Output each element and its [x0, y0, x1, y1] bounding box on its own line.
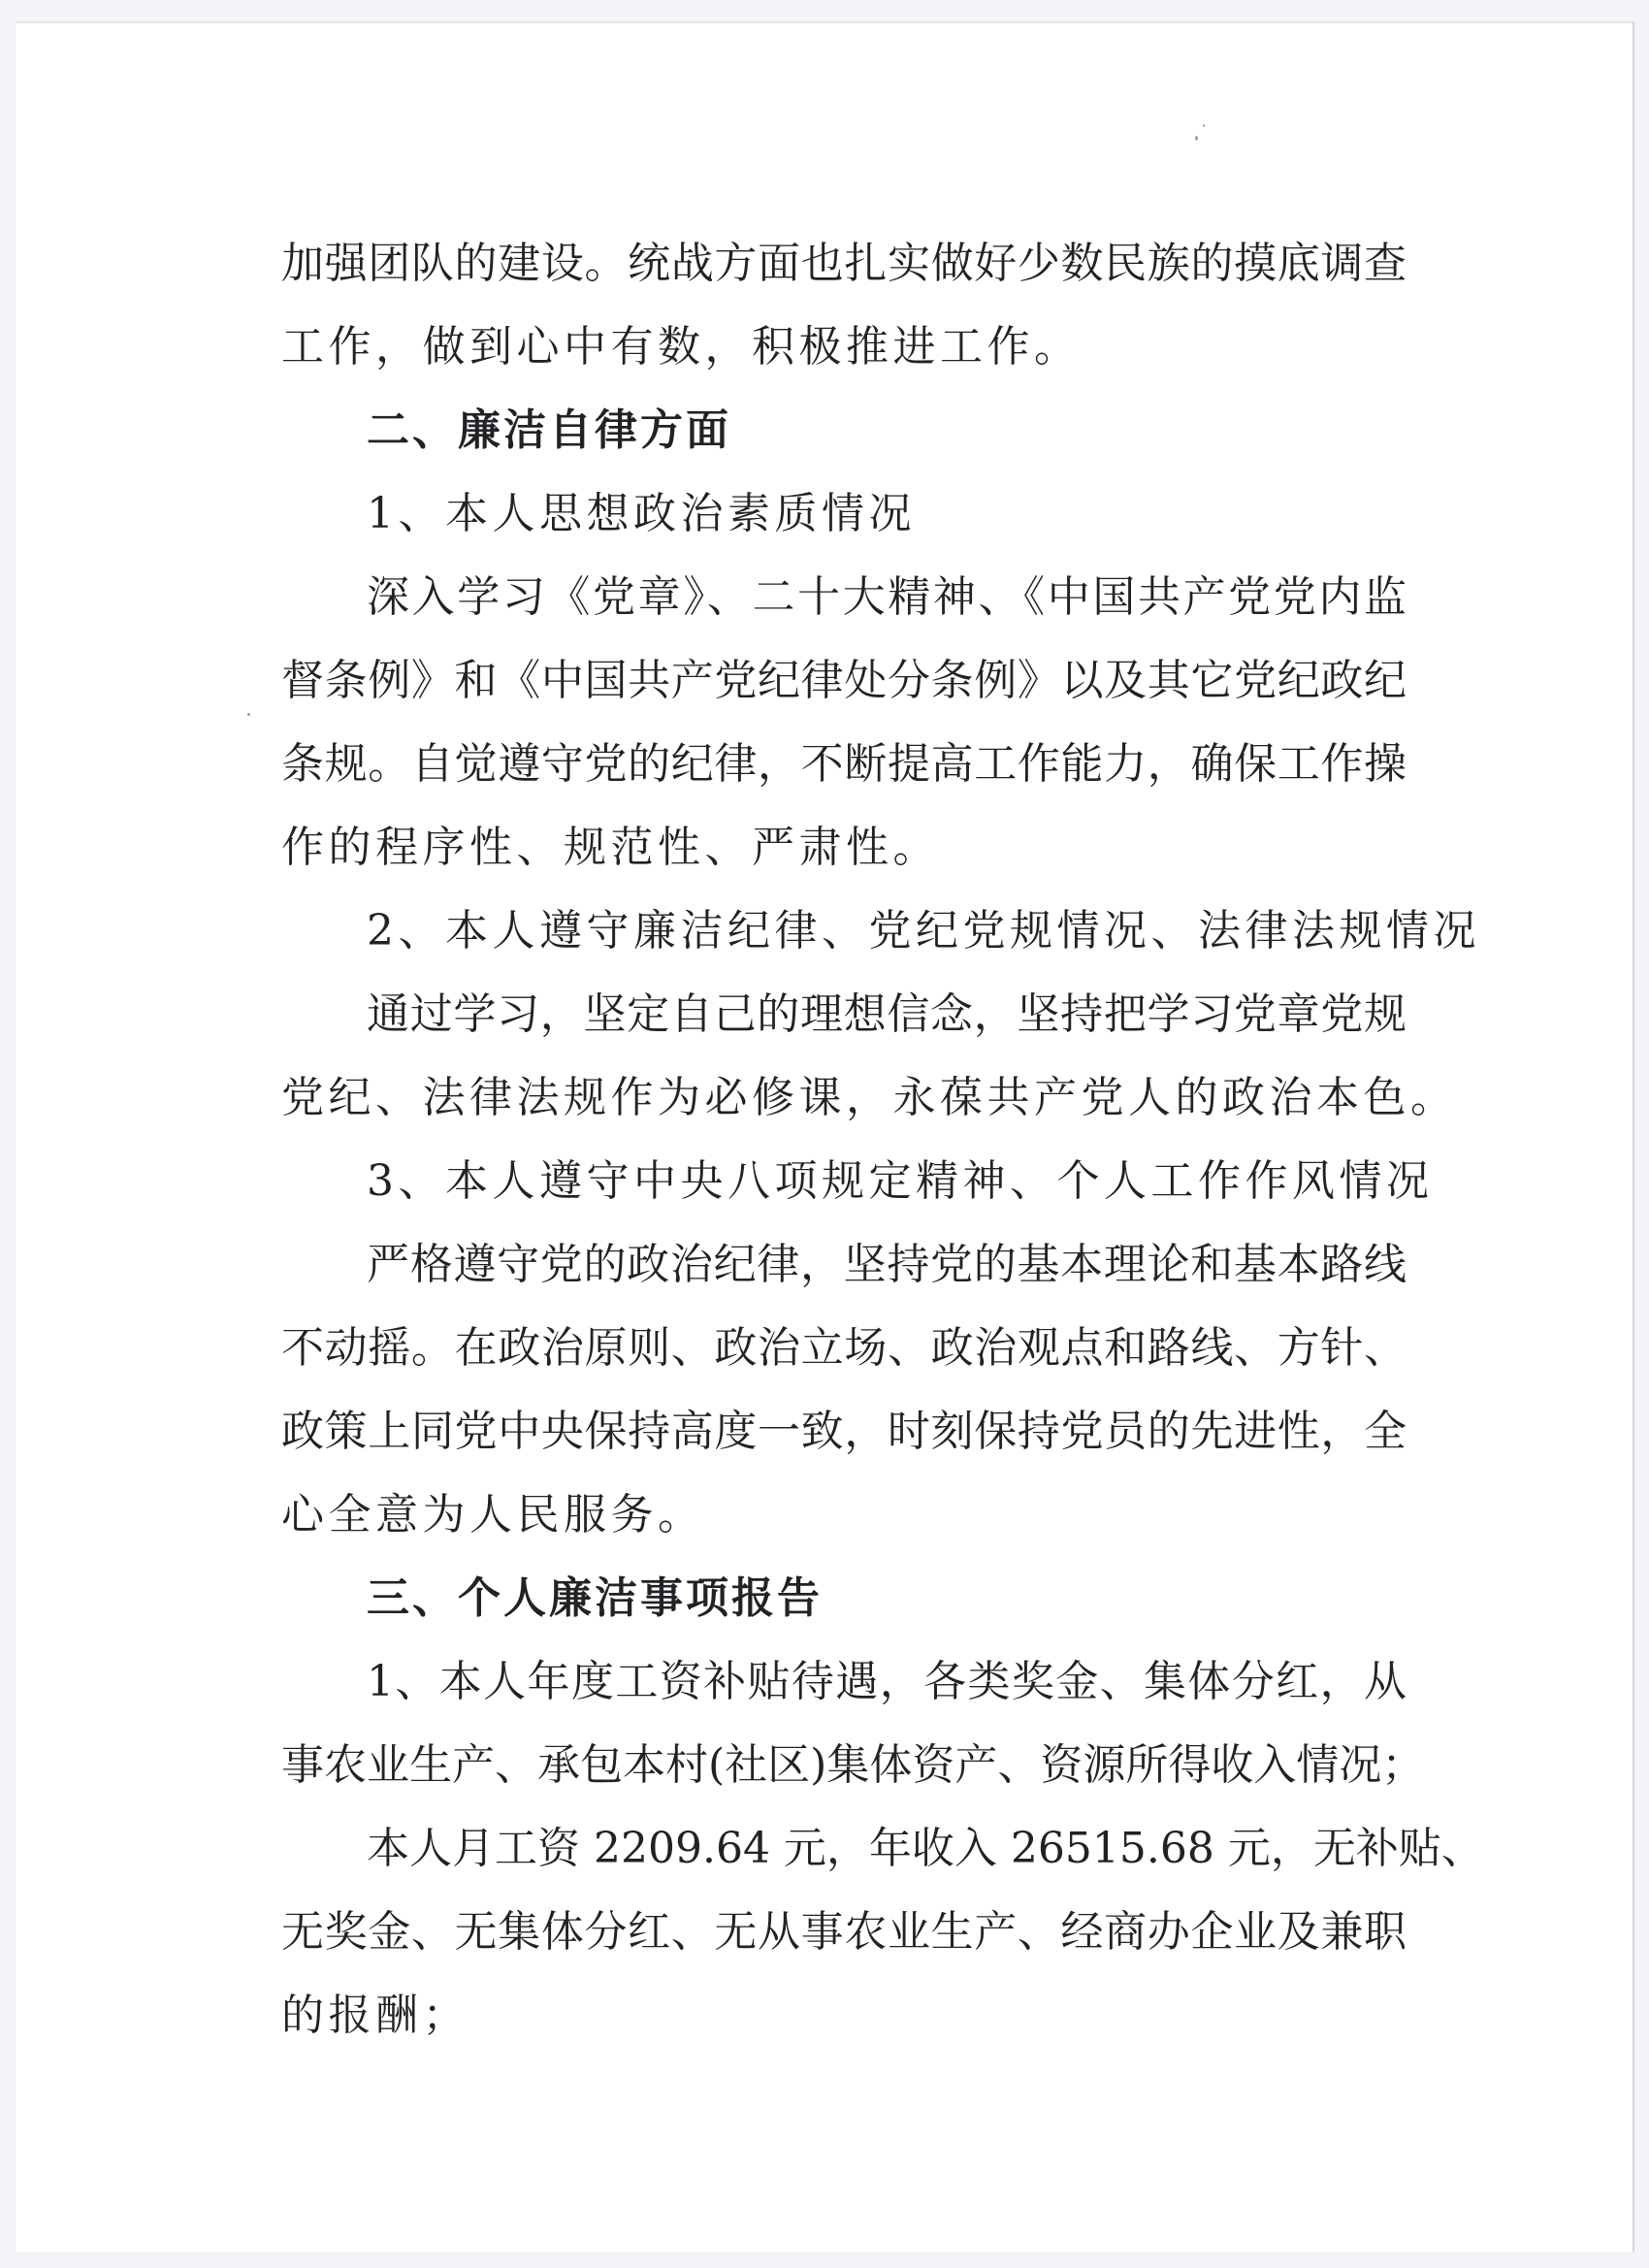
section-heading: 三、个人廉洁事项报告 — [367, 1573, 823, 1623]
paragraph-line: 1、本人年度工资补贴待遇，各类奖金、集体分红，从 — [367, 1657, 1406, 1706]
paragraph-line: 条规。自觉遵守党的纪律，不断提高工作能力，确保工作操 — [281, 739, 1406, 789]
paragraph-line: 的报酬； — [281, 1991, 469, 2040]
paragraph-line: 深入学习《党章》、二十大精神、《中国共产党党内监 — [367, 572, 1406, 622]
subsection-heading: 3、本人遵守中央八项规定精神、个人工作作风情况 — [367, 1156, 1434, 1206]
subsection-heading: 1、本人思想政治素质情况 — [367, 489, 916, 538]
paragraph-line: 无奖金、无集体分红、无从事农业生产、经商办企业及兼职 — [281, 1907, 1406, 1957]
paragraph-line: 严格遵守党的政治纪律，坚持党的基本理论和基本路线 — [367, 1240, 1406, 1289]
paragraph-line: 不动摇。在政治原则、政治立场、政治观点和路线、方针、 — [281, 1323, 1406, 1373]
scan-speck — [1195, 136, 1198, 141]
page-edge-right — [1633, 21, 1634, 2252]
scan-speck — [247, 713, 250, 716]
paragraph-line: 作的程序性、规范性、严肃性。 — [281, 823, 940, 872]
page-edge-top — [16, 21, 1633, 23]
paragraph-line: 事农业生产、承包本村(社区)集体资产、资源所得收入情况； — [281, 1740, 1425, 1790]
scan-speck — [1203, 124, 1205, 127]
paragraph-line: 党纪、法律法规作为必修课，永葆共产党人的政治本色。 — [281, 1073, 1458, 1122]
subsection-heading: 2、本人遵守廉洁纪律、党纪党规情况、法律法规情况 — [367, 906, 1480, 956]
paragraph-line: 加强团队的建设。统战方面也扎实做好少数民族的摸底调查 — [281, 239, 1406, 288]
paragraph-line: 本人月工资 2209.64 元，年收入 26515.68 元，无补贴、 — [367, 1824, 1484, 1873]
paragraph-line: 工作，做到心中有数，积极推进工作。 — [281, 322, 1082, 372]
paragraph-line: 心全意为人民服务。 — [281, 1490, 705, 1539]
section-heading: 二、廉洁自律方面 — [367, 405, 731, 455]
paragraph-line: 通过学习，坚定自己的理想信念，坚持把学习党章党规 — [367, 989, 1406, 1039]
paragraph-line: 督条例》和《中国共产党纪律处分条例》以及其它党纪政纪 — [281, 656, 1406, 705]
paragraph-line: 政策上同党中央保持高度一致，时刻保持党员的先进性，全 — [281, 1407, 1406, 1456]
